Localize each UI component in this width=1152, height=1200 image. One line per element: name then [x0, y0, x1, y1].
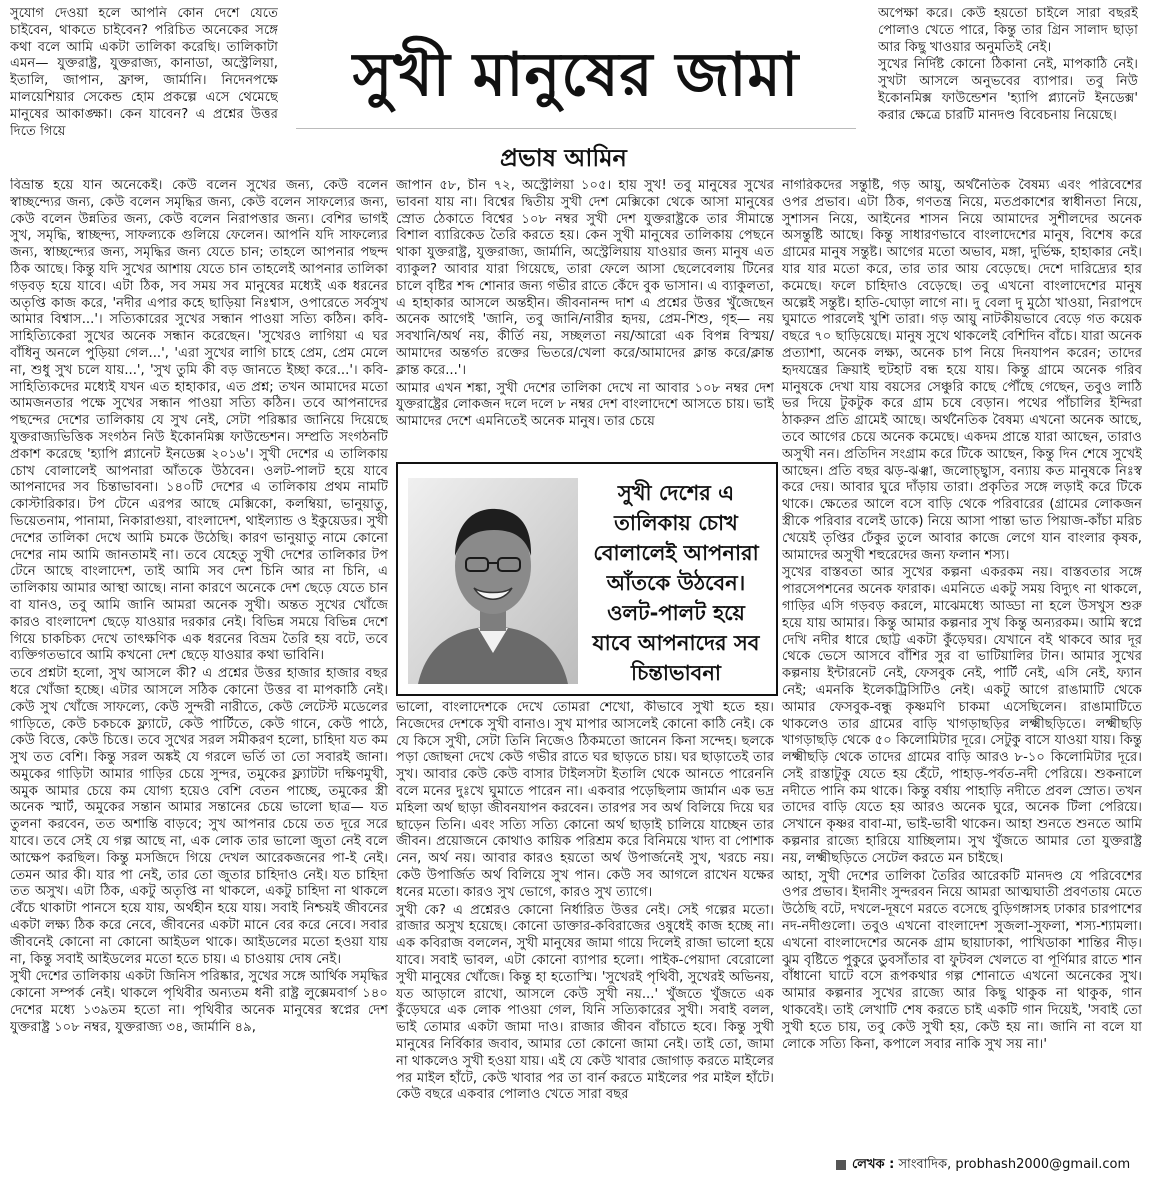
paragraph: ভালো, বাংলাদেশকে দেখে তোমরা শেখো, কীভাবে সুখী হতে হয়। নিজেদের দেশকে সুখী বানাও। সুখ মাপার আসলেই কোনো কাঠি নেই। কে যে কিসে সুখী, সেটা তিনি নিজেও ঠিকমতো জানেন কিনা সন্দেহ। ছলকে পড়া জোছনা দেখে কেউ গভীর রাতে ঘর ছাড়তে চায়। ঘর ছাড়াতেই তার সুখ। আবার কেউ কেউ বাসার টাইলসটা ইতালি থেকে আনতে পারেননি বলে মনের দুঃখে ঘুমাতে পারেন না। একবার পড়েছিলাম জার্মান এক ভদ্র মহিলা অর্থ ছাড়া জীবনযাপন করবেন। তারপর সব অর্থ বিলিয়ে দিয়ে ঘর ছাড়েন তিনি। এবং সত্যি সত্যি কোনো অর্থ ছাড়াই চালিয়ে যাচ্ছেন তার জীবন। প্রয়োজনে কোথাও কায়িক পরিশ্রম করে বিনিময়ে খাদ্য বা পোশাক নেন, অর্থ নয়। আবার কারও হয়তো অর্থ উপার্জনেই সুখ, খরচে নয়। কেউ উপার্জিত অর্থ বিলিয়ে সুখ পান। কেউ সব আগলে রাখেন যক্ষের ধনের মতো। কারও সুখ ভোগে, কারও সুখ ত্যাগে। — [396, 700, 774, 900]
paragraph: অপেক্ষা করে। কেউ হয়তো চাইলে সারা বছরই পোলাও খেতে পারে, কিন্তু তার গ্রিন সালাদ ছাড়া আর কিছু খাওয়ার অনুমতিই নেই। — [878, 6, 1138, 55]
byline: প্রভাষ আমিন — [500, 144, 627, 172]
left-column — [10, 178, 388, 1180]
paragraph: বিভ্রান্ত হয়ে যান অনেকেই। কেউ বলেন সুখের জন্য, কেউ বলেন স্বাচ্ছন্দ্যের জন্য, কেউ বলেন সমৃদ্ধির জন্য, কেউ বলেন সাফল্যের জন্য, কেউ বলেন উন্নতির জন্য, কেউ বলেন নিরাপত্তার জন্য। বেশির ভাগই সুখ, সমৃদ্ধি, স্বাচ্ছন্দ্য, সাফল্যকে গুলিয়ে ফেলেন। আপনি যদি সাফল্যের জন্য, স্বাচ্ছন্দ্যের জন্য, সমৃদ্ধির জন্য যেতে চান; তাহলে আপনার পছন্দ ঠিক আছে। কিন্তু যদি সুখের আশায় যেতে চান তাহলেই আপনার তালিকা গড়বড় হয়ে যাবে। এটা ঠিক, সব সময় সব মানুষের মধ্যেই এক ধরনের অতৃপ্তি কাজ করে, 'নদীর এপার কহে ছাড়িয়া নিঃশ্বাস, ওপারেতে সর্বসুখ আমার বিশ্বাস...'। সত্যিকারের সুখের সন্ধান পাওয়া সত্যি কঠিন। কবি-সাহিত্যিকেরা সুখের অনেক সন্ধান করেছেন। 'সুখেরও লাগিয়া এ ঘর বাঁধিনু অনলে পুড়িয়া গেল...', 'এরা সুখের লাগি চাহে প্রেম, প্রেম মেলে না, শুধু সুখ চলে যায়...', 'সুখ তুমি কী বড় জানতে ইচ্ছা করে...'। কবি-সাহিত্যিকদের মধ্যেই যখন এত হাহাকার, এত প্রশ্ন; তখন আমাদের মতো আমজনতার পক্ষে সুখের সন্ধান পাওয়া সত্যি কঠিন। তবে আপনাদের পছন্দের দেশের তালিকায় যে সুখ নেই, সেটা পরিষ্কার জানিয়ে দিয়েছে যুক্তরাজ্যভিত্তিক সংগঠন নিউ ইকোনমিক্স ফাউন্ডেশন। সম্প্রতি সংগঠনটি প্রকাশ করেছে 'হ্যাপি প্ল্যানেট ইনডেক্স ২০১৬'। সুখী দেশের এ তালিকায় চোখ বোলালেই আপনারা আঁতকে উঠবেন। ওলট-পালট হয়ে যাবে আপনাদের সব চিন্তাভাবনা। ১৪০টি দেশের এ তালিকায় প্রথম নামটি কোস্টারিকার। টপ টেনে এরপর আছে মেক্সিকো, কলম্বিয়া, ভানুয়াতু, ভিয়েতনাম, পানামা, নিকারাগুয়া, বাংলাদেশ, থাইল্যান্ড ও ইকুয়েডর। সুখী দেশের তালিকা দেখে আমি চমকে উঠেছি। কারণ ভানুয়াতু নামে কোনো দেশের নাম আমি জানতামই না। তবে যেহেতু সুখী দেশের তালিকার টপ টেনে আছে বাংলাদেশ, তাই আমি সব দেশ চিনি আর না চিনি, এ তালিকায় আমার আস্থা আছে। নানা কারণে অনেকে দেশ ছেড়ে যেতে চান বা যানও, তবু আমি জানি আমরা অনেক সুখী। অন্তত সুখের খোঁজে কারও বাংলাদেশ ছেড়ে যাওয়ার দরকার নেই। বিভিন্ন সময়ে বিভিন্ন দেশে গিয়ে চাকচিক্য দেখে তাৎক্ষণিক এক ধরনের বিভ্রম তৈরি হয় বটে, তবে ব্যক্তিগতভাবে আমি কখনো দেশ ছেড়ে যাওয়ার কথা ভাবিনি। — [10, 178, 388, 664]
paragraph: আহা, সুখী দেশের তালিকা তৈরির আরেকটি মানদণ্ড যে পরিবেশের ওপর প্রভাব। ইদানীং সুন্দরবন নিয়ে আমরা আত্মঘাতী প্রবণতায় মেতে উঠেছি বটে, দখলে-দূষণে মরতে বসেছে বুড়িগঙ্গাসহ ঢাকার চারপাশের নদ-নদীগুলো। তবুও এখনো বাংলাদেশ সুজলা-সুফলা, শস্য-শ্যামলা। এখনো বাংলাদেশের অনেক গ্রাম ছায়াঢাকা, পাখিডাকা শান্তির নীড়। ঝুম বৃষ্টিতে পুকুরে ডুবসাঁতার বা ফুটবল খেলতে বা পূর্ণিমার রাতে শান বাঁধানো ঘাটে বসে রূপকথার গল্প শোনাতে এখনো অনেকের সুখ। আমার কল্পনার সুখের রাজ্যে আর কিছু থাকুক না থাকুক, গান থাকবেই। তাই লেখাটি শেষ করতে চাই একটি গান দিয়েই, 'সবাই তো সুখী হতে চায়, তবু কেউ সুখী হয়, কেউ হয় না। জানি না বলে যা লোকে সত্যি কিনা, কপালে সবার নাকি সুখ সয় না।' — [782, 868, 1142, 1052]
paragraph: নাগরিকদের সন্তুষ্টি, গড় আয়ু, অর্থনৈতিক বৈষম্য এবং পরিবেশের ওপর প্রভাব। এটা ঠিক, গণতন্ত্র নিয়ে, মতপ্রকাশের স্বাধীনতা নিয়ে, সুশাসন নিয়ে, আইনের শাসন নিয়ে আমাদের সুশীলদের অনেক অসন্তুষ্টি আছে। কিন্তু সাধারণভাবে বাংলাদেশের মানুষ, বিশেষ করে গ্রামের মানুষ সন্তুষ্ট। আগের মতো অভাব, মঙ্গা, দুর্ভিক্ষ, হাহাকার নেই। যার যার মতো করে, তার তার আয় বেড়েছে। দেশে দারিদ্র্যের হার কমেছে। ফলে চাহিদাও বেড়েছে। তবু এখনো বাংলাদেশের মানুষ অল্পেই সন্তুষ্ট। হাতি-ঘোড়া লাগে না। দু বেলা দু মুঠো খাওয়া, নিরাপদে ঘুমাতে পারলেই খুশি তারা। গড় আয়ু নাটকীয়ভাবে বেড়ে গত কয়েক বছরে ৭০ ছাড়িয়েছে। মানুষ সুখে থাকলেই বেশিদিন বাঁচে। যারা অনেক প্রত্যাশা, অনেক লক্ষ্য, অনেক চাপ নিয়ে দিনযাপন করেন; তাদের হৃদযন্ত্রের ক্রিয়াই হুটহাট বন্ধ হয়ে যায়। কিন্তু গ্রামে অনেক গরিব মানুষকে দেখা যায় বয়সের সেঞ্চুরি কাছে পৌঁছে গেছেন, তবুও লাঠি ভর দিয়ে টুকটুক করে গ্রাম চষে বেড়ান। পথের পাঁচালির ইন্দিরা ঠাকরুন প্রতি গ্রামেই আছে। অর্থনৈতিক বৈষম্য এখনো অনেক আছে, তবে আগের চেয়ে অনেক কমেছে। একদম প্রান্তে যারা আছেন, তারাও অসুখী নন। প্রতিদিন সংগ্রাম করে টিকে আছেন, কিন্তু দিন শেষে সুখেই আছেন। প্রতি বছর ঝড়-ঝঞ্ঝা, জলোচ্ছ্বাস, বন্যায় কত মানুষকে নিঃস্ব করে দেয়। আবার ঘুরে দাঁড়ায় তারা। প্রকৃতির সঙ্গে লড়াই করে টিকে থাকে। ক্ষেতের আলে বসে বাড়ি থেকে পরিবারের (গ্রামের লোকজন স্ত্রীকে পরিবার বলেই ডাকে) নিয়ে আসা পান্তা ভাত পিয়াজ-কাঁচা মরিচ খেয়েই তৃপ্তির ঢেঁকুর তুলে আবার কাজে লেগে যান বাংলার কৃষক, আমাদের অসুখী শহুরেদের জন্য ফলান শস্য। — [782, 178, 1142, 563]
paragraph: সুখের নির্দিষ্ট কোনো ঠিকানা নেই, মাপকাঠি নেই। সুখটা আসলে অনুভবের ব্যাপার। তবু নিউ ইকোনমিক্স ফাউন্ডেশন 'হ্যাপি প্ল্যানেট ইনডেক্স' করার ক্ষেত্রে চারটি মানদণ্ড বিবেচনায় নিয়েছে। — [878, 57, 1138, 123]
intro-column — [10, 6, 278, 176]
paragraph: সুখী কে? এ প্রশ্নেরও কোনো নির্ধারিত উত্তর নেই। সেই গল্পের মতো। রাজার অসুখ হয়েছে। কোনো ডাক্তার-কবিরাজের ওষুধেই কাজ হচ্ছে না। এক কবিরাজ বললেন, সুখী মানুষের জামা গায়ে দিলেই রাজা ভালো হয়ে যাবে। সবাই ভাবল, এটা কোনো ব্যাপার হলো। পাইক-পেয়াদা বেরোলো সুখী মানুষের খোঁজে। কিন্তু হা হতোস্মি। 'সুখেরই পৃথিবী, সুখেরই অভিনয়, যত আড়ালে রাখো, আসলে কেউ সুখী নয়...' খুঁজতে খুঁজতে এক কুঁড়েঘরে এক লোক পাওয়া গেল, যিনি সত্যিকারের সুখী। সবাই বলল, ভাই তোমার একটা জামা দাও। রাজার জীবন বাঁচাতে হবে। কিন্তু সুখী মানুষের নির্বিকার জবাব, আমার তো কোনো জামা নেই। তাই তো, জামা না থাকলেও সুখী হওয়া যায়। এই যে কেউ খাবার জোগাড় করতে মাইলের পর মাইল হাঁটে, কেউ খাবার পর তা বার্ন করতে মাইলের পর মাইল হাঁটে। কেউ বছরে একবার পোলাও খেতে সারা বছর — [396, 902, 774, 1103]
paragraph: তবে প্রশ্নটা হলো, সুখ আসলে কী? এ প্রশ্নের উত্তর হাজার হাজার বছর ধরে খোঁজা হচ্ছে। এটার আসলে সঠিক কোনো উত্তর বা মাপকাঠি নেই। কেউ সুখ খোঁজে সাফল্যে, কেউ সুন্দরী নারীতে, কেউ লেটেস্ট মডেলের গাড়িতে, কেউ চকচকে ফ্ল্যাটে, কেউ পার্টিতে, কেউ গানে, কেউ পাঠে, কেউ বিত্তে, কেউ চিত্তে। তবে সুখের সরল সমীকরণ হলো, চাহিদা যত কম সুখ তত বেশি। কিন্তু সরল অঙ্কই যে গরলে ভর্তি তা তো সবারই জানা। অমুকের গাড়িটা আমার গাড়ির চেয়ে সুন্দর, তমুকের ফ্ল্যাটটা দক্ষিণমুখী, অমুক আমার চেয়ে কম যোগ্য হয়েও বেশি বেতন পাচ্ছে, তমুকের স্ত্রী অনেক স্মার্ট, অমুকের সন্তান আমার সন্তানের চেয়ে ভালো ছাত্র— যত তুলনা করবেন, তত অশান্তি বাড়বে; সুখ আপনার চেয়ে তত দূরে সরে যাবে। তবে সেই যে গল্প আছে না, এক লোক তার ভালো জুতা নেই বলে আক্ষেপ করছিল। কিন্তু মসজিদে গিয়ে দেখল আরেকজনের পা-ই নেই। তেমন আর কী। যার পা নেই, তার তো জুতার চাহিদাও নেই। যত চাহিদা তত অসুখ। এটা ঠিক, একটু অতৃপ্তি না থাকলে, একটু চাহিদা না থাকলে বেঁচে থাকাটা পানসে হয়ে যায়, অর্থহীন হয়ে যায়। সবাই নিশ্চয়ই জীবনের একটা লক্ষ্য ঠিক করে নেবে, জীবনের একটা মানে বের করে নেবে। সবার জীবনেই কোনো না কোনো আইডল থাকে। আইডলের মতো হওয়া যায় না, কিন্তু সবাই আইডলের মতো হতে চায়। এ চাওয়ায় দোষ নেই। — [10, 666, 388, 967]
right-column — [782, 178, 1142, 1150]
footer-label: লেখক : — [852, 1157, 895, 1172]
author-footer — [836, 1156, 1136, 1174]
paragraph: আমার এখন শঙ্কা, সুখী দেশের তালিকা দেখে না আবার ১০৮ নম্বর দেশ যুক্তরাষ্ট্রের লোকজন দলে দলে ৮ নম্বর দেশ বাংলাদেশে আসতে চায়। ভাই আমাদের দেশে এমনিতেই অনেক মানুষ। তার চেয়ে — [396, 380, 774, 430]
paragraph: সুযোগ দেওয়া হলে আপনি কোন দেশে যেতে চাইবেন, থাকতে চাইবেন? পরিচিত অনেকের সঙ্গে কথা বলে আমি একটা তালিকা করেছি। তালিকাটা এমন— যুক্তরাষ্ট্র, যুক্তরাজ্য, কানাডা, অস্ট্রেলিয়া, ইতালি, জাপান, ফ্রান্স, জার্মানি। নিদেনপক্ষে মালয়েশিয়ার সেকেন্ড হোম প্রকল্পে এসে থেমেছে মানুষের আকাঙ্ক্ষা। কেন যাবেন? এ প্রশ্নের উত্তর দিতে গিয়ে — [10, 6, 278, 139]
right-column-top — [878, 6, 1138, 176]
paragraph: জাপান ৫৮, চীন ৭২, অস্ট্রেলিয়া ১০৫। হায় সুখ! তবু মানুষের সুখের ভাবনা যায় না। বিশ্বের দ্বিতীয় সুখী দেশ মেক্সিকো থেকে আসা মানুষের স্রোত ঠেকাতে বিশ্বের ১০৮ নম্বর সুখী দেশ যুক্তরাষ্ট্রকে তার সীমান্তে বিশাল ব্যারিকেড তৈরি করতে হয়। কেন সুখী মানুষের তালিকায় পেছনে থাকা যুক্তরাষ্ট্র, যুক্তরাজ্য, জার্মানি, অস্ট্রেলিয়ায় যাওয়ার জন্য মানুষ এত ব্যাকুল? আবার যারা গিয়েছে, তারা ফেলে আসা ছেলেবেলায় টিনের চালে বৃষ্টির শব্দ শোনার জন্য গভীর রাতে কেঁদে বুক ভাসান। এ ব্যাকুলতা, এ হাহাকার আসলে অন্তহীন। জীবনানন্দ দাশ এ প্রশ্নের উত্তর খুঁজেছেন অনেক আগেই 'জানি, তবু জানি/নারীর হৃদয়, প্রেম-শিশু, গৃহ— নয় সবখানি/অর্থ নয়, কীর্তি নয়, সচ্ছলতা নয়/আরো এক বিপন্ন বিস্ময়/আমাদের অন্তর্গত রক্তের ভিতরে/খেলা করে/আমাদের ক্লান্ত করে/ক্লান্ত ক্লান্ত করে...'। — [396, 178, 774, 378]
pull-quote: সুখী দেশের এ তালিকায় চোখ বোলালেই আপনারা আঁতকে উঠবেন। ওলট-পালট হয়ে যাবে আপনাদের সব চিন্তাভাবনা — [592, 481, 760, 685]
headline: সুখী মানুষের জামা — [352, 40, 800, 110]
middle-column-top — [396, 178, 774, 453]
footer-text: সাংবাদিক, probhash2000@gmail.com — [898, 1157, 1131, 1172]
paragraph: সুখের বাস্তবতা আর সুখের কল্পনা একরকম নয়। বাস্তবতার সঙ্গে পারসেপশনের অনেক ফারাক। এমনিতে একটু সময় বিদ্যুৎ না থাকলে, গাড়ির এসি গড়বড় করলে, মাঝেমধ্যে আড্ডা না হলে উসখুস শুরু হয়ে যায় আমার। কিন্তু আমার কল্পনার সুখ কিন্তু অন্যরকম। আমি স্বপ্নে দেখি নদীর ধারে ছোট্ট একটা কুঁড়েঘর। যেখানে বই থাকবে আর দূর থেকে ভেসে আসবে বাঁশির সুর বা ভাটিয়ালির টান। আমার সুখের কল্পনায় ইন্টারনেট নেই, ফেসবুক নেই, পার্টি নেই, এসি নেই, ফ্যান নেই; এমনকি ইলেকট্রিসিটিও নেই। একটু আগে রাঙামাটি থেকে আমার ফেসবুক-বন্ধু কৃষ্ণমণি চাকমা এসেছিলেন। রাঙামাটিতে থাকলেও তার গ্রামের বাড়ি খাগড়াছড়ির লক্ষ্মীছড়িতে। লক্ষ্মীছড়ি খাগড়াছড়ি থেকে ৫০ কিলোমিটার দূরে। সেটুকু বাসে যাওয়া যায়। কিন্তু লক্ষ্মীছড়ি থেকে তাদের গ্রামের বাড়ি আরও ৮-১০ কিলোমিটার দূরে। সেই রাস্তাটুকু যেতে হয় হেঁটে, পাহাড়-পর্বত-নদী পেরিয়ে। শুকনালে নদীতে পানি কম থাকে। কিন্তু বর্ষায় পাহাড়ি নদীতে প্রবল স্রোত। তখন তাদের বাড়ি যেতে হয় আরও অনেক ঘুরে, অনেক টিলা পেরিয়ে। সেখানে কৃষ্ণর বাবা-মা, ভাই-ভাবী থাকেন। আহা শুনতে শুনতে আমি কল্পনার রাজ্যে হারিয়ে যাচ্ছিলাম। সুখ খুঁজতে আমার তো যুক্তরাষ্ট্র নয়, লক্ষ্মীছড়িতে সেটেল করতে মন চাইছে। — [782, 565, 1142, 866]
middle-column-bottom — [396, 700, 774, 1180]
pull-quote-box — [396, 462, 778, 696]
paragraph: সুখী দেশের তালিকায় একটা জিনিস পরিষ্কার, সুখের সঙ্গে আর্থিক সমৃদ্ধির কোনো সম্পর্ক নেই। থাকলে পৃথিবীর অন্যতম ধনী রাষ্ট্র লুক্সেমবার্গ ১৪০ দেশের মধ্যে ১৩৯তম হতো না। পৃথিবীর অনেক মানুষের স্বপ্নের দেশ যুক্তরাষ্ট্র ১০৮ নম্বর, যুক্তরাজ্য ৩৪, জার্মানি ৪৯, — [10, 969, 388, 1035]
square-bullet-icon — [836, 1160, 846, 1170]
headline-rule — [296, 128, 856, 129]
author-photo — [408, 478, 578, 684]
